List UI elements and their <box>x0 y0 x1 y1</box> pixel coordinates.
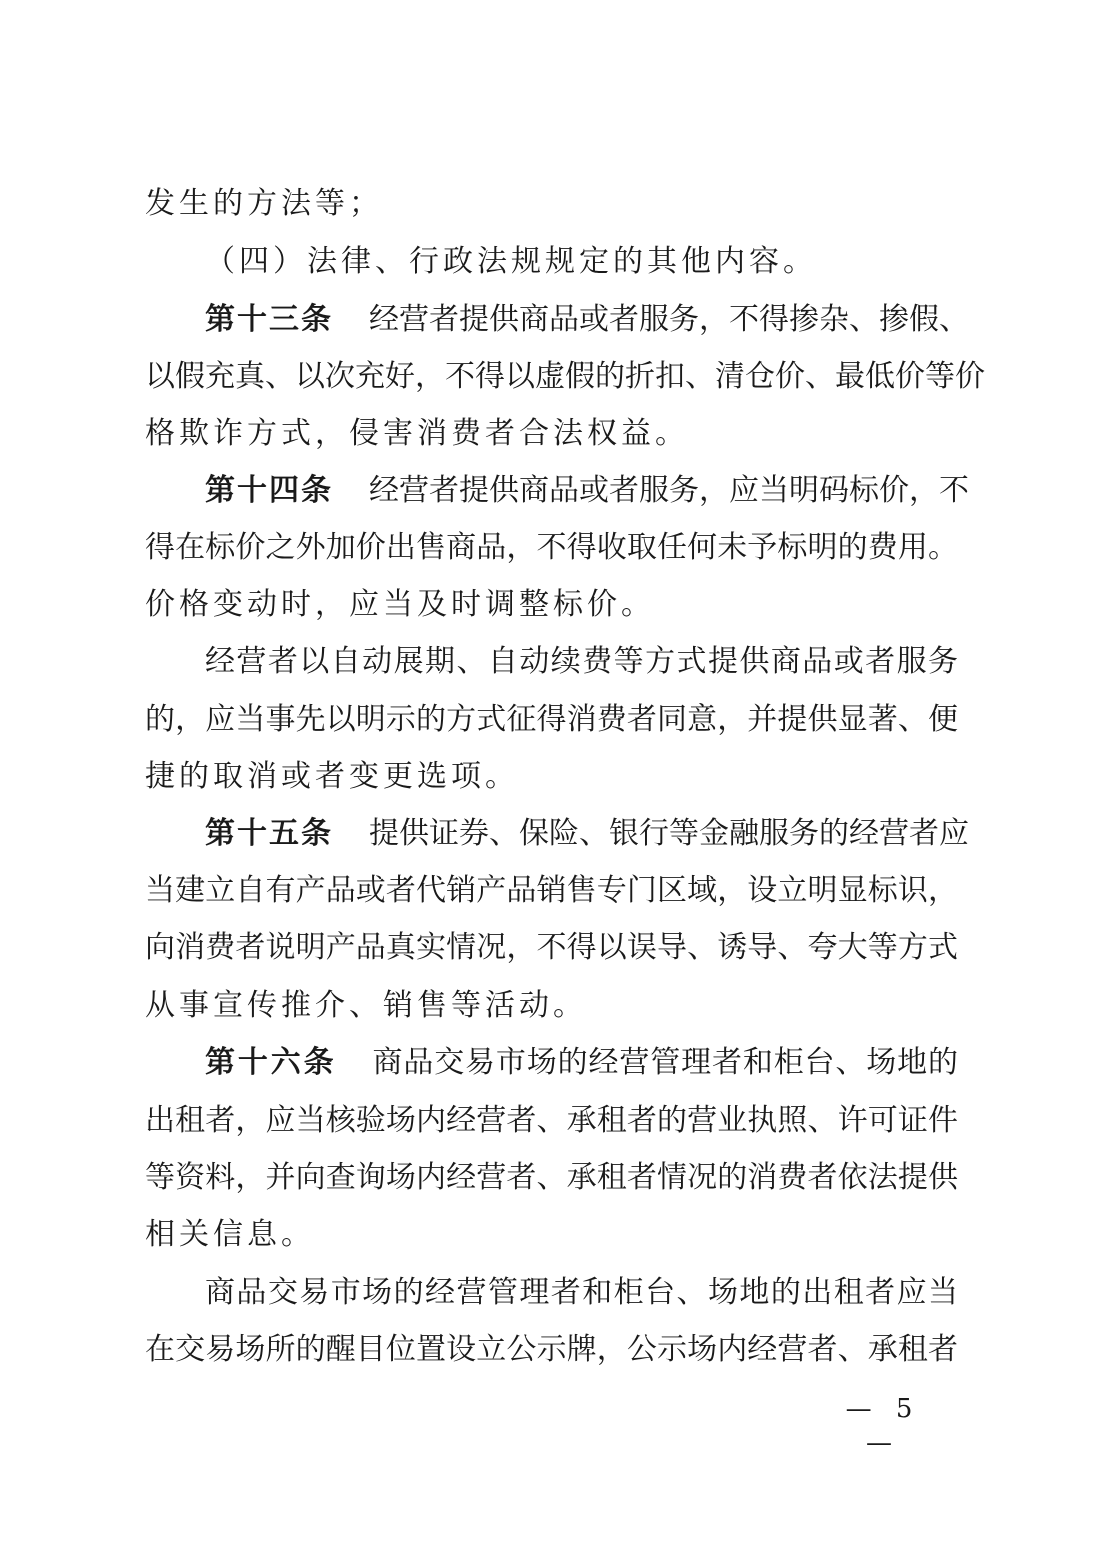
article-13-heading: 第十三条 <box>205 302 333 337</box>
text-line: 商品交易市场的经营管理者和柜台、场地的出租者应当 <box>205 1275 958 1310</box>
text-line: 等资料，并向查询场内经营者、承租者情况的消费者依法提供 <box>145 1160 958 1195</box>
text-line: 捷的取消或者变更选项。 <box>145 759 519 794</box>
text-line: 商品交易市场的经营管理者和柜台、场地的 <box>372 1045 959 1080</box>
article-13-first-line <box>205 300 969 340</box>
text-line: 提供证券、保险、银行等金融服务的经营者应 <box>369 816 969 851</box>
text-line: 在交易场所的醒目位置设立公示牌，公示场内经营者、承租者 <box>145 1332 958 1367</box>
article-16-heading: 第十六条 <box>205 1045 337 1080</box>
article-14-first-line <box>205 471 969 511</box>
page-number: — 5 — <box>845 1394 921 1458</box>
article-15-heading: 第十五条 <box>205 816 333 851</box>
text-line: 当建立自有产品或者代销产品销售专门区域，设立明显标识， <box>145 873 958 908</box>
text-line: 从事宣传推介、销售等活动。 <box>145 988 587 1023</box>
text-line: 的，应当事先以明示的方式征得消费者同意，并提供显著、便 <box>145 702 958 737</box>
article-14-heading: 第十四条 <box>205 473 333 508</box>
text-line: 相关信息。 <box>145 1217 315 1252</box>
text-line: （四）法律、行政法规规定的其他内容。 <box>205 244 817 279</box>
text-line: 价格变动时，应当及时调整标价。 <box>145 587 655 622</box>
text-line: 得在标价之外加价出售商品，不得收取任何未予标明的费用。 <box>145 530 958 565</box>
text-line: 格欺诈方式，侵害消费者合法权益。 <box>145 416 689 451</box>
article-15-first-line <box>205 814 969 854</box>
text-line: 经营者提供商品或者服务，应当明码标价，不 <box>369 473 969 508</box>
text-line: 向消费者说明产品真实情况，不得以误导、诱导、夸大等方式 <box>145 930 958 965</box>
text-line: 经营者提供商品或者服务，不得掺杂、掺假、 <box>369 302 969 337</box>
text-line: 发生的方法等； <box>145 186 383 221</box>
text-line: 出租者，应当核验场内经营者、承租者的营业执照、许可证件 <box>145 1103 958 1138</box>
text-line: 以假充真、以次充好，不得以虚假的折扣、清仓价、最低价等价 <box>145 359 985 394</box>
text-line: 经营者以自动展期、自动续费等方式提供商品或者服务 <box>205 644 958 679</box>
article-16-first-line <box>205 1043 958 1083</box>
